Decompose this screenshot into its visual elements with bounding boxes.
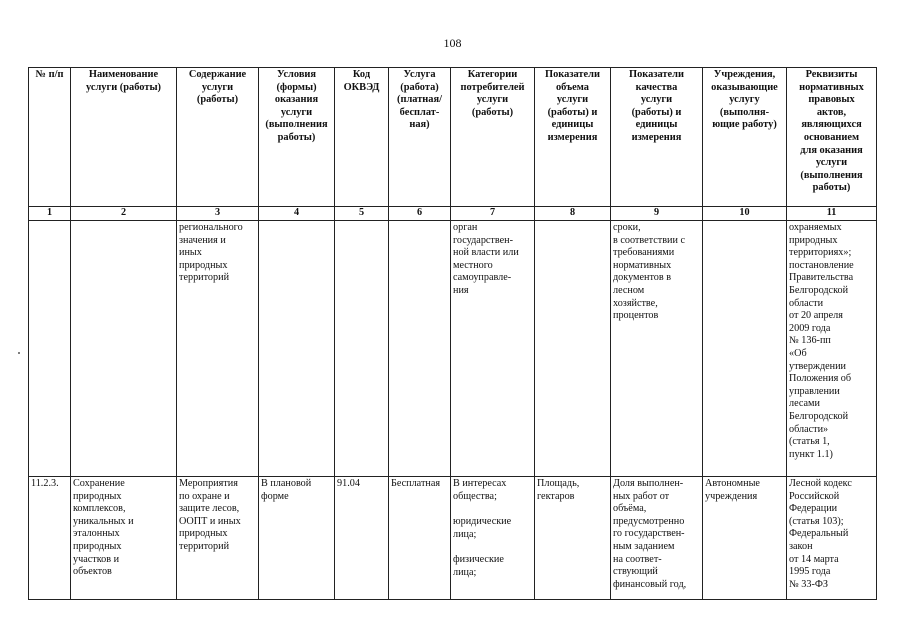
column-number: 1 xyxy=(29,207,71,221)
margin-mark xyxy=(18,352,20,354)
table-cell xyxy=(535,221,611,477)
services-table xyxy=(28,67,877,600)
table-cell: регионального значения и иных природных территорий xyxy=(177,221,259,477)
header-cell: Категории потребителей услуги (работы) xyxy=(451,68,535,207)
column-number: 5 xyxy=(335,207,389,221)
table-row-11-2-3 xyxy=(29,477,877,600)
header-cell: Услуга (работа) (платная/ бесплат- ная) xyxy=(389,68,451,207)
table-cell xyxy=(259,221,335,477)
column-number: 2 xyxy=(71,207,177,221)
page-number: 108 xyxy=(443,36,462,50)
quality-indicators: Доля выполнен- ных работ от объёма, предусмотренно го государствен- ным заданием на соответ- ствующий финансовый год, xyxy=(611,477,703,600)
service-conditions: В плановой форме xyxy=(259,477,335,600)
consumer-categories xyxy=(451,477,535,600)
header-cell: Наименование услуги (работы) xyxy=(71,68,177,207)
column-number: 9 xyxy=(611,207,703,221)
header-row xyxy=(29,68,877,207)
header-cell: № п/п xyxy=(29,68,71,207)
table-row-continuation xyxy=(29,221,877,477)
header-cell: Условия (формы) оказания услуги (выполнения работы) xyxy=(259,68,335,207)
header-cell: Учреждения, оказывающие услугу (выполня- ющие работу) xyxy=(703,68,787,207)
legal-acts: Лесной кодекс Российской Федерации (статья 103); Федеральный закон от 14 марта 1995 года № 33-ФЗ xyxy=(787,477,877,600)
volume-indicators: Площадь, гектаров xyxy=(535,477,611,600)
paid-status: Бесплатная xyxy=(389,477,451,600)
table-cell: орган государствен- ной власти или местного самоуправле- ния xyxy=(451,221,535,477)
header-cell: Код ОКВЭД xyxy=(335,68,389,207)
service-content: Мероприятия по охране и защите лесов, ООПТ и иных природных территорий xyxy=(177,477,259,600)
column-number: 7 xyxy=(451,207,535,221)
header-cell: Показатели качества услуги (работы) и единицы измерения xyxy=(611,68,703,207)
table-cell xyxy=(389,221,451,477)
table-cell xyxy=(703,221,787,477)
item-number: 11.2.3. xyxy=(29,477,71,600)
column-number-row xyxy=(29,207,877,221)
table-cell: охраняемых природных территориях»; постановление Правительства Белгородской области от 20 апреля 2009 года № 136-пп «Об утверждении Положения об управлении лесами Белгородской области» (статья 1, пункт 1.1) xyxy=(787,221,877,477)
table-cell xyxy=(335,221,389,477)
consumer-category: физические лица; xyxy=(453,554,504,578)
column-number: 4 xyxy=(259,207,335,221)
header-cell: Содержание услуги (работы) xyxy=(177,68,259,207)
table-cell: сроки, в соответствии с требованиями нормативных документов в лесном хозяйстве, процентов xyxy=(611,221,703,477)
consumer-category: юридические лица; xyxy=(453,516,512,540)
consumer-category: В интересах общества; xyxy=(453,478,507,502)
column-number: 3 xyxy=(177,207,259,221)
column-number: 6 xyxy=(389,207,451,221)
header-cell: Реквизиты нормативных правовых актов, являющихся основанием для оказания услуги (выполнения работы) xyxy=(787,68,877,207)
service-name: Сохранение природных комплексов, уникальных и эталонных природных участков и объектов xyxy=(71,477,177,600)
header-cell: Показатели объема услуги (работы) и единицы измерения xyxy=(535,68,611,207)
table-cell xyxy=(29,221,71,477)
column-number: 8 xyxy=(535,207,611,221)
column-number: 10 xyxy=(703,207,787,221)
column-number: 11 xyxy=(787,207,877,221)
okved-code: 91.04 xyxy=(335,477,389,600)
table-cell xyxy=(71,221,177,477)
institutions: Автономные учреждения xyxy=(703,477,787,600)
